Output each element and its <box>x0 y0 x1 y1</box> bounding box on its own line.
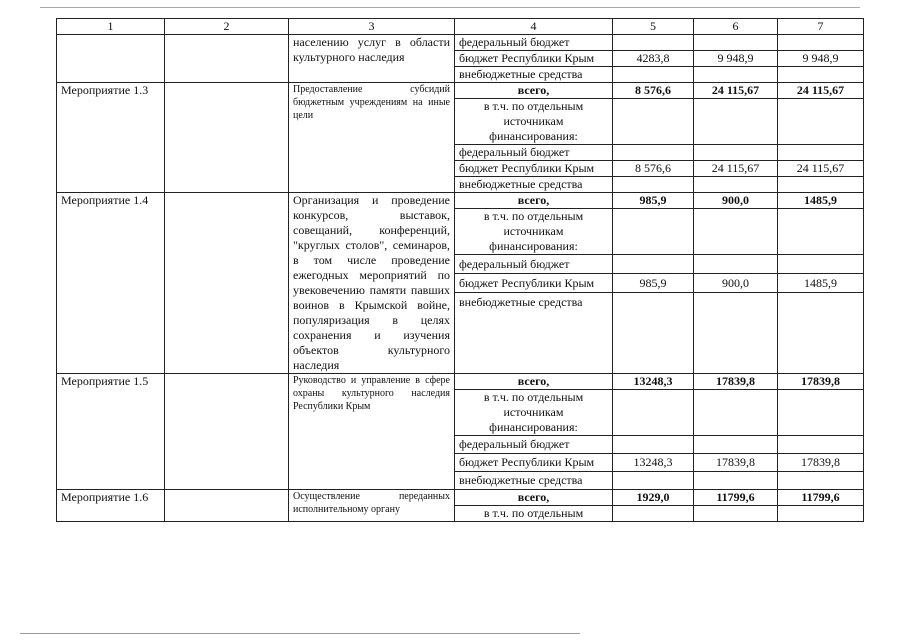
row-description: Руководство и управление в сфере охраны культурного наследия Республики Крым <box>289 374 455 490</box>
row-empty-cell <box>165 490 289 522</box>
source-cell <box>455 490 613 522</box>
value-total: 985,9 <box>613 193 693 209</box>
value-col7 <box>778 193 864 374</box>
header-col-2: 2 <box>165 19 289 35</box>
source-republic: бюджет Республики Крым <box>455 454 612 472</box>
source-total: всего, <box>455 83 612 99</box>
value-col7 <box>778 374 864 490</box>
table-row <box>57 193 864 374</box>
scan-artifact-top <box>40 7 860 8</box>
table-row <box>57 35 864 83</box>
value-republic: 985,9 <box>613 274 693 293</box>
source-federal: федеральный бюджет <box>455 436 612 454</box>
source-cell <box>455 193 613 374</box>
value-total: 1485,9 <box>778 193 863 209</box>
source-federal: федеральный бюджет <box>455 35 612 51</box>
value-total: 11799,6 <box>694 490 777 506</box>
header-col-1: 1 <box>57 19 165 35</box>
value-col7 <box>778 35 864 83</box>
source-republic: бюджет Республики Крым <box>455 51 612 67</box>
value-total: 24 115,67 <box>694 83 777 99</box>
row-empty-cell <box>165 35 289 83</box>
row-empty-cell <box>165 374 289 490</box>
value-col7 <box>778 490 864 522</box>
source-extra: внебюджетные средства <box>459 473 583 487</box>
budget-table <box>56 18 864 522</box>
value-col5 <box>613 83 694 193</box>
value-total: 17839,8 <box>694 374 777 390</box>
value-col6 <box>694 35 778 83</box>
row-description: Организация и проведение конкурсов, выставок, совещаний, конференций, "круглых столов", семинаров, в том числе проведение ежегодных мероприятий по увековечению памяти павших воинов в Крымской войне, популяризация в целях сохранения и изучения объектов культурного наследия <box>289 193 455 374</box>
activity-name: Мероприятие 1.6 <box>57 490 165 522</box>
source-total: всего, <box>455 193 612 209</box>
header-col-4: 4 <box>455 19 613 35</box>
value-col6 <box>694 374 778 490</box>
value-col7 <box>778 83 864 193</box>
row-empty-cell <box>165 193 289 374</box>
value-total: 24 115,67 <box>778 83 863 99</box>
source-total: всего, <box>455 374 612 390</box>
table-row <box>57 374 864 490</box>
header-col-5: 5 <box>613 19 694 35</box>
value-republic: 8 576,6 <box>613 161 693 177</box>
row-empty-cell <box>165 83 289 193</box>
source-cell <box>455 35 613 83</box>
source-republic: бюджет Республики Крым <box>455 161 612 177</box>
table-row <box>57 83 864 193</box>
value-col6 <box>694 193 778 374</box>
value-republic: 17839,8 <box>694 454 777 472</box>
value-total: 8 576,6 <box>613 83 693 99</box>
value-col6 <box>694 490 778 522</box>
value-republic: 17839,8 <box>778 454 863 472</box>
value-republic: 1485,9 <box>778 274 863 293</box>
source-breakdown: в т.ч. по отдельным <box>483 506 584 520</box>
value-republic: 13248,3 <box>613 454 693 472</box>
row-description: Предоставление субсидий бюджетным учреждениям на иные цели <box>289 83 455 193</box>
source-extra: внебюджетные средства <box>459 177 583 191</box>
activity-name: Мероприятие 1.3 <box>57 83 165 193</box>
value-total: 11799,6 <box>778 490 863 506</box>
value-total: 1929,0 <box>613 490 693 506</box>
row-name-cell <box>57 35 165 83</box>
value-col5 <box>613 490 694 522</box>
source-federal: федеральный бюджет <box>455 145 612 161</box>
value-total: 17839,8 <box>778 374 863 390</box>
source-federal: федеральный бюджет <box>455 255 612 274</box>
value-total: 13248,3 <box>613 374 693 390</box>
scan-artifact-bottom <box>20 633 580 634</box>
value-col5 <box>613 35 694 83</box>
source-breakdown: в т.ч. по отдельным источникам финансирования: <box>455 99 612 145</box>
value-republic: 24 115,67 <box>778 161 863 177</box>
activity-name: Мероприятие 1.5 <box>57 374 165 490</box>
table-row <box>57 490 864 522</box>
source-total: всего, <box>455 490 612 506</box>
source-extra: внебюджетные средства <box>459 295 583 309</box>
value-total: 900,0 <box>694 193 777 209</box>
header-col-6: 6 <box>694 19 778 35</box>
value-republic: 9 948,9 <box>694 51 777 67</box>
source-cell <box>455 374 613 490</box>
row-description: Осуществление переданных исполнительному органу <box>289 490 455 522</box>
source-cell <box>455 83 613 193</box>
header-row <box>57 19 864 35</box>
value-republic: 4283,8 <box>613 51 693 67</box>
source-breakdown: в т.ч. по отдельным источникам финансирования: <box>455 209 612 255</box>
row-description: населению услуг в области культурного наследия <box>289 35 455 83</box>
header-col-3: 3 <box>289 19 455 35</box>
source-breakdown: в т.ч. по отдельным источникам финансирования: <box>455 390 612 436</box>
value-col6 <box>694 83 778 193</box>
source-republic: бюджет Республики Крым <box>455 274 612 293</box>
value-republic: 900,0 <box>694 274 777 293</box>
activity-name: Мероприятие 1.4 <box>57 193 165 374</box>
value-republic: 9 948,9 <box>778 51 863 67</box>
value-col5 <box>613 193 694 374</box>
value-col5 <box>613 374 694 490</box>
source-extra: внебюджетные средства <box>459 67 583 81</box>
header-col-7: 7 <box>778 19 864 35</box>
value-republic: 24 115,67 <box>694 161 777 177</box>
